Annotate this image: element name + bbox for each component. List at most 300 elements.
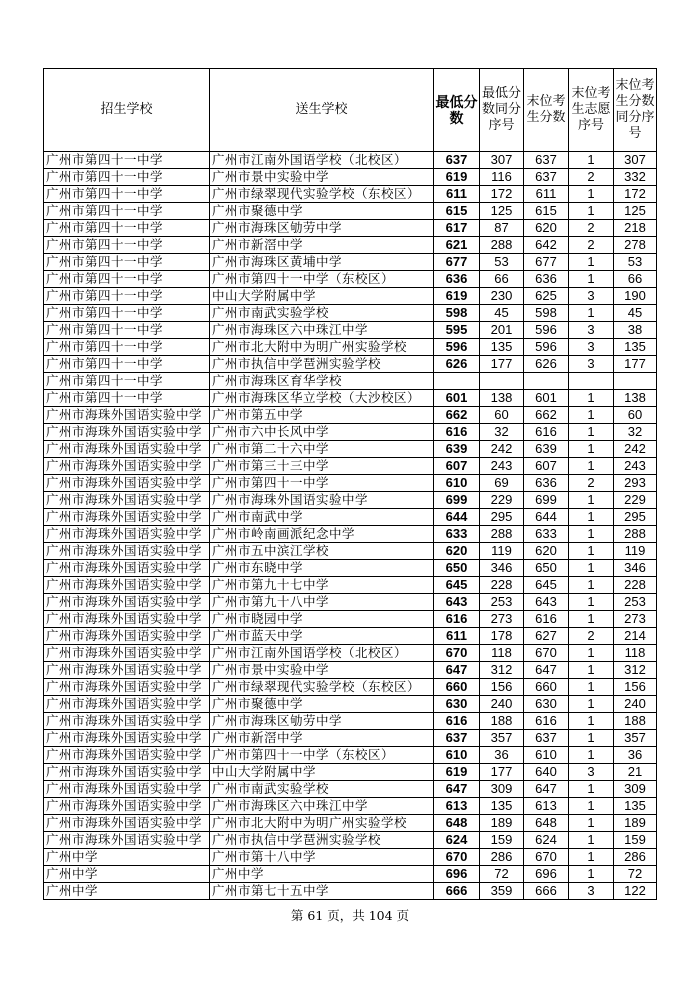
header-last-choice-no: 末位考生志愿序号 <box>569 69 614 152</box>
cell-sending-school: 广州市岭南画派纪念中学 <box>210 526 434 543</box>
cell-admitting-school: 广州市第四十一中学 <box>44 288 210 305</box>
cell-min-score-rank: 230 <box>480 288 524 305</box>
table-row <box>44 764 657 781</box>
cell-sending-school: 广州市北大附中为明广州实验学校 <box>210 339 434 356</box>
cell-min-score: 596 <box>434 339 480 356</box>
cell-last-score-rank: 229 <box>614 492 657 509</box>
cell-min-score: 639 <box>434 441 480 458</box>
cell-admitting-school: 广州市海珠外国语实验中学 <box>44 747 210 764</box>
cell-last-score-rank: 36 <box>614 747 657 764</box>
cell-min-score-rank: 177 <box>480 356 524 373</box>
table-row <box>44 883 657 900</box>
cell-admitting-school: 广州市海珠外国语实验中学 <box>44 662 210 679</box>
cell-last-score-rank: 135 <box>614 798 657 815</box>
cell-last-choice-no: 1 <box>569 781 614 798</box>
cell-admitting-school: 广州市第四十一中学 <box>44 271 210 288</box>
cell-last-score-rank: 346 <box>614 560 657 577</box>
cell-sending-school: 广州市绿翠现代实验学校（东校区） <box>210 186 434 203</box>
cell-min-score-rank: 36 <box>480 747 524 764</box>
table-row <box>44 747 657 764</box>
cell-last-score: 616 <box>524 611 569 628</box>
cell-last-score-rank: 138 <box>614 390 657 407</box>
cell-last-score: 696 <box>524 866 569 883</box>
cell-last-choice-no: 3 <box>569 322 614 339</box>
cell-last-choice-no: 1 <box>569 560 614 577</box>
cell-last-score: 699 <box>524 492 569 509</box>
cell-sending-school: 广州市第二十六中学 <box>210 441 434 458</box>
cell-min-score-rank: 178 <box>480 628 524 645</box>
admission-score-table <box>43 68 657 900</box>
table-row <box>44 441 657 458</box>
cell-sending-school: 广州市第九十七中学 <box>210 577 434 594</box>
cell-sending-school: 广州市景中实验中学 <box>210 169 434 186</box>
header-min-score-rank: 最低分数同分序号 <box>480 69 524 152</box>
cell-last-score-rank: 214 <box>614 628 657 645</box>
cell-last-choice-no: 1 <box>569 441 614 458</box>
cell-sending-school: 广州市海珠外国语实验中学 <box>210 492 434 509</box>
table-body <box>44 152 657 900</box>
cell-last-choice-no: 1 <box>569 662 614 679</box>
cell-last-score: 636 <box>524 475 569 492</box>
cell-min-score-rank: 125 <box>480 203 524 220</box>
cell-min-score <box>434 373 480 390</box>
cell-min-score-rank: 312 <box>480 662 524 679</box>
cell-min-score: 637 <box>434 152 480 169</box>
cell-last-score: 647 <box>524 662 569 679</box>
table-row <box>44 203 657 220</box>
cell-last-choice-no: 1 <box>569 254 614 271</box>
table-row <box>44 186 657 203</box>
table-row <box>44 832 657 849</box>
cell-min-score: 620 <box>434 543 480 560</box>
cell-min-score-rank: 359 <box>480 883 524 900</box>
cell-sending-school: 广州市海珠区劬劳中学 <box>210 713 434 730</box>
cell-sending-school: 广州市海珠区六中珠江中学 <box>210 322 434 339</box>
cell-admitting-school: 广州市第四十一中学 <box>44 356 210 373</box>
cell-last-choice-no: 3 <box>569 883 614 900</box>
cell-sending-school: 广州市东晓中学 <box>210 560 434 577</box>
cell-last-choice-no: 1 <box>569 186 614 203</box>
table-row <box>44 390 657 407</box>
cell-last-score: 639 <box>524 441 569 458</box>
cell-min-score-rank: 69 <box>480 475 524 492</box>
cell-min-score: 636 <box>434 271 480 288</box>
cell-min-score: 616 <box>434 424 480 441</box>
cell-last-score: 662 <box>524 407 569 424</box>
cell-min-score: 630 <box>434 696 480 713</box>
cell-admitting-school: 广州市第四十一中学 <box>44 339 210 356</box>
cell-sending-school: 广州市蓝天中学 <box>210 628 434 645</box>
cell-last-choice-no: 1 <box>569 679 614 696</box>
cell-admitting-school: 广州市海珠外国语实验中学 <box>44 798 210 815</box>
cell-admitting-school: 广州市海珠外国语实验中学 <box>44 509 210 526</box>
cell-last-choice-no: 1 <box>569 611 614 628</box>
cell-last-choice-no: 1 <box>569 203 614 220</box>
cell-min-score: 616 <box>434 713 480 730</box>
cell-last-score: 625 <box>524 288 569 305</box>
cell-min-score-rank: 228 <box>480 577 524 594</box>
cell-admitting-school: 广州市海珠外国语实验中学 <box>44 441 210 458</box>
cell-min-score: 644 <box>434 509 480 526</box>
cell-last-score-rank: 156 <box>614 679 657 696</box>
table-row <box>44 237 657 254</box>
cell-sending-school: 广州市海珠区劬劳中学 <box>210 220 434 237</box>
cell-last-score-rank: 309 <box>614 781 657 798</box>
cell-last-score-rank: 66 <box>614 271 657 288</box>
cell-sending-school: 广州市海珠区六中珠江中学 <box>210 798 434 815</box>
cell-sending-school: 广州市六中长风中学 <box>210 424 434 441</box>
table-row <box>44 356 657 373</box>
cell-min-score-rank: 243 <box>480 458 524 475</box>
table-row <box>44 407 657 424</box>
cell-sending-school: 广州市海珠区育华学校 <box>210 373 434 390</box>
cell-min-score: 677 <box>434 254 480 271</box>
cell-sending-school: 广州市南武实验学校 <box>210 781 434 798</box>
cell-min-score: 647 <box>434 781 480 798</box>
cell-last-score-rank: 307 <box>614 152 657 169</box>
cell-min-score-rank: 72 <box>480 866 524 883</box>
cell-sending-school: 广州市第四十一中学 <box>210 475 434 492</box>
cell-last-score-rank: 218 <box>614 220 657 237</box>
cell-admitting-school: 广州市第四十一中学 <box>44 237 210 254</box>
cell-min-score: 662 <box>434 407 480 424</box>
cell-last-score-rank: 159 <box>614 832 657 849</box>
cell-last-score-rank: 188 <box>614 713 657 730</box>
cell-last-score: 626 <box>524 356 569 373</box>
cell-last-score: 610 <box>524 747 569 764</box>
cell-sending-school: 广州市第七十五中学 <box>210 883 434 900</box>
cell-min-score: 666 <box>434 883 480 900</box>
cell-min-score: 617 <box>434 220 480 237</box>
cell-sending-school: 广州市第三十三中学 <box>210 458 434 475</box>
cell-min-score: 645 <box>434 577 480 594</box>
cell-last-choice-no: 3 <box>569 356 614 373</box>
cell-min-score-rank: 229 <box>480 492 524 509</box>
cell-min-score: 648 <box>434 815 480 832</box>
cell-last-choice-no: 1 <box>569 645 614 662</box>
cell-sending-school: 广州市执信中学琶洲实验学校 <box>210 832 434 849</box>
cell-last-score: 648 <box>524 815 569 832</box>
cell-admitting-school: 广州中学 <box>44 866 210 883</box>
cell-min-score: 633 <box>434 526 480 543</box>
cell-min-score-rank: 309 <box>480 781 524 798</box>
cell-min-score: 613 <box>434 798 480 815</box>
cell-min-score-rank: 188 <box>480 713 524 730</box>
cell-last-score: 630 <box>524 696 569 713</box>
cell-last-score-rank: 60 <box>614 407 657 424</box>
cell-last-score <box>524 373 569 390</box>
cell-last-choice-no: 1 <box>569 543 614 560</box>
cell-last-score-rank: 295 <box>614 509 657 526</box>
cell-min-score-rank: 116 <box>480 169 524 186</box>
cell-last-score-rank: 38 <box>614 322 657 339</box>
cell-sending-school: 广州市第十八中学 <box>210 849 434 866</box>
cell-min-score-rank: 135 <box>480 339 524 356</box>
cell-min-score-rank: 346 <box>480 560 524 577</box>
cell-last-choice-no: 1 <box>569 832 614 849</box>
cell-min-score-rank: 66 <box>480 271 524 288</box>
cell-last-choice-no: 2 <box>569 628 614 645</box>
cell-last-choice-no: 1 <box>569 509 614 526</box>
cell-last-choice-no: 1 <box>569 526 614 543</box>
table-row <box>44 339 657 356</box>
header-admitting-school: 招生学校 <box>44 69 210 152</box>
cell-admitting-school: 广州市海珠外国语实验中学 <box>44 781 210 798</box>
cell-min-score-rank: 177 <box>480 764 524 781</box>
cell-min-score: 660 <box>434 679 480 696</box>
cell-last-score-rank: 253 <box>614 594 657 611</box>
cell-last-score: 647 <box>524 781 569 798</box>
cell-last-score: 613 <box>524 798 569 815</box>
cell-sending-school: 广州市执信中学琶洲实验学校 <box>210 356 434 373</box>
cell-min-score-rank: 172 <box>480 186 524 203</box>
cell-sending-school: 广州市北大附中为明广州实验学校 <box>210 815 434 832</box>
table-row <box>44 288 657 305</box>
table-row <box>44 322 657 339</box>
cell-last-score-rank: 172 <box>614 186 657 203</box>
cell-admitting-school: 广州中学 <box>44 849 210 866</box>
cell-min-score: 699 <box>434 492 480 509</box>
cell-admitting-school: 广州市第四十一中学 <box>44 322 210 339</box>
cell-last-score-rank <box>614 373 657 390</box>
cell-last-choice-no: 1 <box>569 390 614 407</box>
cell-last-score: 616 <box>524 713 569 730</box>
table-row <box>44 475 657 492</box>
cell-min-score: 650 <box>434 560 480 577</box>
cell-last-choice-no: 3 <box>569 288 614 305</box>
cell-min-score-rank: 156 <box>480 679 524 696</box>
cell-min-score: 626 <box>434 356 480 373</box>
cell-admitting-school: 广州市海珠外国语实验中学 <box>44 730 210 747</box>
cell-last-score: 598 <box>524 305 569 322</box>
cell-last-score: 666 <box>524 883 569 900</box>
table-row <box>44 577 657 594</box>
header-last-score-rank: 末位考生分数同分序号 <box>614 69 657 152</box>
cell-min-score: 670 <box>434 849 480 866</box>
cell-admitting-school: 广州市第四十一中学 <box>44 203 210 220</box>
cell-min-score: 621 <box>434 237 480 254</box>
cell-min-score: 619 <box>434 288 480 305</box>
table-row <box>44 781 657 798</box>
cell-last-score: 620 <box>524 220 569 237</box>
cell-min-score: 619 <box>434 169 480 186</box>
cell-min-score: 696 <box>434 866 480 883</box>
cell-min-score-rank: 60 <box>480 407 524 424</box>
cell-last-choice-no: 1 <box>569 815 614 832</box>
cell-min-score: 637 <box>434 730 480 747</box>
cell-min-score-rank: 253 <box>480 594 524 611</box>
table-row <box>44 679 657 696</box>
cell-admitting-school: 广州市海珠外国语实验中学 <box>44 526 210 543</box>
cell-sending-school: 广州市第五中学 <box>210 407 434 424</box>
cell-last-score: 633 <box>524 526 569 543</box>
cell-min-score-rank: 240 <box>480 696 524 713</box>
cell-last-score: 596 <box>524 339 569 356</box>
cell-min-score-rank: 295 <box>480 509 524 526</box>
cell-sending-school: 广州市新滘中学 <box>210 730 434 747</box>
table-row <box>44 169 657 186</box>
cell-admitting-school: 广州市第四十一中学 <box>44 254 210 271</box>
cell-min-score: 619 <box>434 764 480 781</box>
cell-sending-school: 广州中学 <box>210 866 434 883</box>
cell-admitting-school: 广州市第四十一中学 <box>44 390 210 407</box>
cell-last-choice-no: 1 <box>569 271 614 288</box>
cell-last-score-rank: 273 <box>614 611 657 628</box>
cell-last-score-rank: 72 <box>614 866 657 883</box>
cell-min-score-rank: 87 <box>480 220 524 237</box>
cell-last-score-rank: 286 <box>614 849 657 866</box>
cell-last-choice-no: 1 <box>569 152 614 169</box>
table-header-row <box>44 69 657 152</box>
cell-min-score-rank: 273 <box>480 611 524 628</box>
table-row <box>44 849 657 866</box>
cell-admitting-school: 广州市海珠外国语实验中学 <box>44 611 210 628</box>
cell-admitting-school: 广州市海珠外国语实验中学 <box>44 679 210 696</box>
cell-last-score: 670 <box>524 849 569 866</box>
cell-sending-school: 广州市第四十一中学（东校区） <box>210 271 434 288</box>
table-row <box>44 458 657 475</box>
cell-admitting-school: 广州市第四十一中学 <box>44 186 210 203</box>
cell-last-score: 607 <box>524 458 569 475</box>
cell-last-score-rank: 125 <box>614 203 657 220</box>
table-row <box>44 594 657 611</box>
cell-min-score-rank: 135 <box>480 798 524 815</box>
cell-last-score: 611 <box>524 186 569 203</box>
table-row <box>44 798 657 815</box>
cell-min-score: 598 <box>434 305 480 322</box>
table-row <box>44 424 657 441</box>
cell-min-score: 616 <box>434 611 480 628</box>
cell-sending-school: 广州市南武实验学校 <box>210 305 434 322</box>
cell-sending-school: 广州市海珠区华立学校（大沙校区） <box>210 390 434 407</box>
cell-min-score-rank: 201 <box>480 322 524 339</box>
cell-last-score: 640 <box>524 764 569 781</box>
cell-admitting-school: 广州市第四十一中学 <box>44 152 210 169</box>
cell-min-score-rank <box>480 373 524 390</box>
cell-admitting-school: 广州市海珠外国语实验中学 <box>44 560 210 577</box>
cell-last-choice-no: 3 <box>569 764 614 781</box>
cell-min-score: 624 <box>434 832 480 849</box>
table-row <box>44 560 657 577</box>
cell-sending-school: 广州市聚德中学 <box>210 203 434 220</box>
table-row <box>44 815 657 832</box>
cell-last-score: 660 <box>524 679 569 696</box>
cell-min-score: 610 <box>434 475 480 492</box>
cell-last-choice-no: 1 <box>569 305 614 322</box>
table-row <box>44 373 657 390</box>
cell-last-choice-no: 1 <box>569 594 614 611</box>
cell-last-score-rank: 135 <box>614 339 657 356</box>
cell-min-score: 607 <box>434 458 480 475</box>
cell-admitting-school: 广州市海珠外国语实验中学 <box>44 832 210 849</box>
cell-min-score-rank: 189 <box>480 815 524 832</box>
cell-min-score: 595 <box>434 322 480 339</box>
cell-last-score: 645 <box>524 577 569 594</box>
cell-sending-school: 广州市晓园中学 <box>210 611 434 628</box>
cell-last-choice-no: 1 <box>569 696 614 713</box>
cell-sending-school: 广州市南武中学 <box>210 509 434 526</box>
table-row <box>44 254 657 271</box>
cell-last-score-rank: 32 <box>614 424 657 441</box>
table-row <box>44 492 657 509</box>
header-min-score: 最低分数 <box>434 69 480 152</box>
cell-admitting-school: 广州市海珠外国语实验中学 <box>44 424 210 441</box>
cell-last-score: 644 <box>524 509 569 526</box>
cell-last-score-rank: 45 <box>614 305 657 322</box>
cell-last-score-rank: 278 <box>614 237 657 254</box>
cell-last-choice-no: 1 <box>569 866 614 883</box>
cell-admitting-school: 广州市海珠外国语实验中学 <box>44 764 210 781</box>
cell-last-choice-no: 1 <box>569 407 614 424</box>
cell-admitting-school: 广州市海珠外国语实验中学 <box>44 577 210 594</box>
cell-last-score-rank: 177 <box>614 356 657 373</box>
cell-last-choice-no: 1 <box>569 747 614 764</box>
page-footer: 第 61 页，共 104 页 <box>290 908 410 923</box>
cell-last-score: 637 <box>524 169 569 186</box>
cell-admitting-school: 广州市第四十一中学 <box>44 220 210 237</box>
cell-last-score-rank: 21 <box>614 764 657 781</box>
table-row <box>44 305 657 322</box>
cell-sending-school: 广州市第九十八中学 <box>210 594 434 611</box>
cell-admitting-school: 广州市海珠外国语实验中学 <box>44 543 210 560</box>
cell-last-choice-no: 1 <box>569 424 614 441</box>
cell-last-score: 636 <box>524 271 569 288</box>
cell-admitting-school: 广州市海珠外国语实验中学 <box>44 475 210 492</box>
cell-admitting-school: 广州市海珠外国语实验中学 <box>44 645 210 662</box>
cell-sending-school: 广州市绿翠现代实验学校（东校区） <box>210 679 434 696</box>
cell-last-score-rank: 312 <box>614 662 657 679</box>
cell-min-score: 611 <box>434 628 480 645</box>
cell-last-score: 627 <box>524 628 569 645</box>
table-row <box>44 220 657 237</box>
cell-min-score: 647 <box>434 662 480 679</box>
cell-admitting-school: 广州市第四十一中学 <box>44 305 210 322</box>
cell-min-score-rank: 119 <box>480 543 524 560</box>
cell-last-choice-no: 2 <box>569 475 614 492</box>
cell-last-choice-no: 1 <box>569 849 614 866</box>
table-row <box>44 662 657 679</box>
cell-last-score-rank: 190 <box>614 288 657 305</box>
cell-admitting-school: 广州市海珠外国语实验中学 <box>44 594 210 611</box>
header-sending-school: 送生学校 <box>210 69 434 152</box>
table-row <box>44 152 657 169</box>
table-row <box>44 611 657 628</box>
header-last-score: 末位考生分数 <box>524 69 569 152</box>
cell-last-choice-no: 1 <box>569 492 614 509</box>
cell-min-score: 643 <box>434 594 480 611</box>
table-row <box>44 730 657 747</box>
cell-sending-school: 广州市聚德中学 <box>210 696 434 713</box>
cell-last-score: 624 <box>524 832 569 849</box>
cell-last-score: 596 <box>524 322 569 339</box>
cell-last-score-rank: 332 <box>614 169 657 186</box>
table-row <box>44 696 657 713</box>
cell-last-score-rank: 293 <box>614 475 657 492</box>
cell-last-choice-no: 1 <box>569 730 614 747</box>
cell-min-score: 610 <box>434 747 480 764</box>
cell-last-score-rank: 53 <box>614 254 657 271</box>
cell-admitting-school: 广州中学 <box>44 883 210 900</box>
cell-last-choice-no: 2 <box>569 220 614 237</box>
cell-admitting-school: 广州市海珠外国语实验中学 <box>44 628 210 645</box>
cell-last-score: 637 <box>524 152 569 169</box>
cell-last-score: 677 <box>524 254 569 271</box>
table-row <box>44 645 657 662</box>
cell-min-score-rank: 45 <box>480 305 524 322</box>
table-row <box>44 713 657 730</box>
cell-min-score: 611 <box>434 186 480 203</box>
cell-last-score-rank: 242 <box>614 441 657 458</box>
